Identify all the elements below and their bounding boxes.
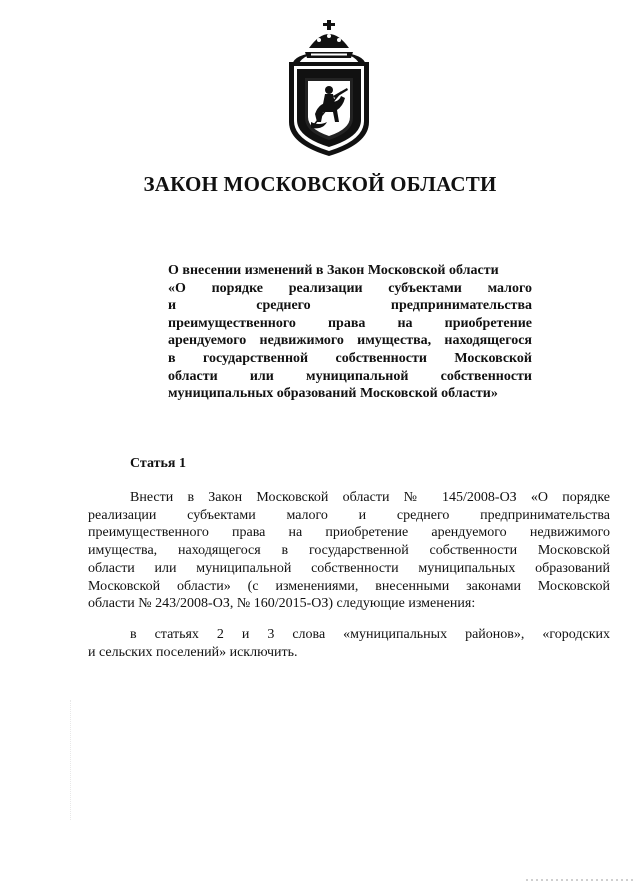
subject-line: «О порядке реализации субъектами малого — [168, 280, 532, 296]
article-paragraph-1 — [88, 489, 610, 613]
scan-artifact — [70, 700, 73, 820]
subject-line: муниципальных образований Московской области» — [168, 386, 498, 402]
paragraph-line: имущества, находящегося в государственной собственности Московской — [88, 543, 610, 559]
paragraph-line: преимущественного права на приобретение арендуемого недвижимого — [88, 525, 610, 541]
article-paragraph-2 — [88, 626, 610, 661]
law-subject — [168, 262, 532, 403]
article-heading: Статья 1 — [130, 456, 186, 471]
subject-line: преимущественного права на приобретение — [168, 315, 532, 331]
subject-line: области или муниципальной собственности — [168, 368, 532, 384]
scan-corner-mark — [526, 879, 636, 881]
paragraph-line: области № 243/2008-ОЗ, № 160/2015-ОЗ) следующие изменения: — [88, 596, 476, 612]
subject-line: в государственной собственности Московской — [168, 350, 532, 366]
coat-of-arms-icon — [275, 18, 383, 158]
paragraph-line: реализации субъектами малого и среднего предпринимательства — [88, 507, 610, 523]
paragraph-line: области или муниципальной собственности муниципальных образований — [88, 560, 610, 576]
paragraph-line: Внести в Закон Московской области № 145/2008-ОЗ «О порядке — [130, 490, 610, 505]
subject-line: и среднего предпринимательства — [168, 298, 532, 314]
paragraph-line: в статьях 2 и 3 слова «муниципальных районов», «городских — [130, 627, 610, 642]
law-title: ЗАКОН МОСКОВСКОЙ ОБЛАСТИ — [143, 172, 497, 196]
paragraph-line: Московской области» (с изменениями, внесенными законами Московской — [88, 578, 610, 594]
subject-line: арендуемого недвижимого имущества, находящегося — [168, 333, 532, 349]
paragraph-line: и сельских поселений» исключить. — [88, 644, 298, 660]
subject-line: О внесении изменений в Закон Московской области — [168, 263, 499, 278]
